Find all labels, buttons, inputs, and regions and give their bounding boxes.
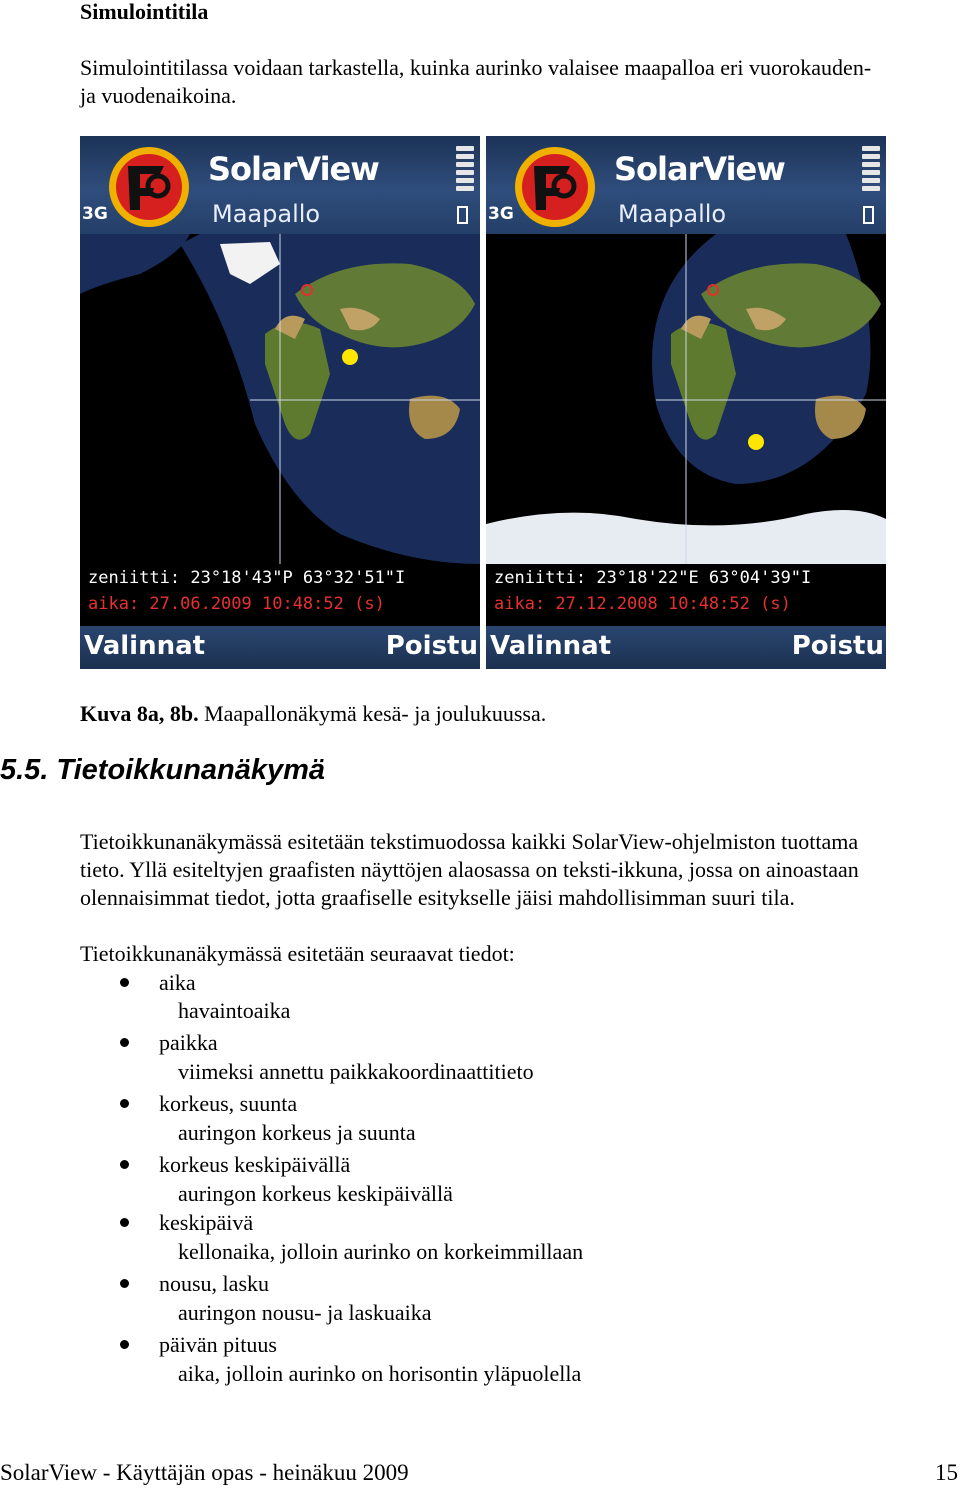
intro-line-2: ja vuodenaikoina. [80,83,237,108]
item-term: korkeus keskipäivällä [159,1152,351,1177]
item-term: keskipäivä [159,1210,254,1235]
view-title: Maapallo [212,200,321,228]
caption-label: Kuva 8a, 8b. [80,701,199,726]
battery-icon [457,206,468,224]
item-description: viimeksi annettu paikkakoordinaattitieto [178,1059,534,1084]
app-name: SolarView [208,150,379,188]
time-readout: aika: 27.06.2009 10:48:52 (s) [88,594,385,614]
bullet-icon [120,1160,129,1169]
world-map [486,234,886,564]
network-indicator: 3G [82,204,108,224]
intro-line-1: Simulointitilassa voidaan tarkastella, kuinka aurinko valaisee maapalloa eri vuorokauden- [80,55,872,80]
item-description: havaintoaika [178,998,291,1023]
item-description: auringon korkeus keskipäivällä [178,1181,453,1206]
list-intro: Tietoikkunanäkymässä esitetään seuraavat tiedot: [80,941,515,966]
bullet-icon [120,1038,129,1047]
bullet-icon [120,1099,129,1108]
item-description: kellonaika, jolloin aurinko on korkeimmillaan [178,1239,584,1264]
paragraph-line-1: Tietoikkunanäkymässä esitetään tekstimuodossa kaikki SolarView-ohjelmiston tuottama [80,829,859,854]
screenshot-winter [486,136,886,669]
bullet-icon [120,1279,129,1288]
paragraph-line-2: tieto. Yllä esiteltyjen graafisten näyttöjen alaosassa on teksti-ikkuna, jossa on ainoastaan [80,857,859,882]
time-readout: aika: 27.12.2008 10:48:52 (s) [494,594,791,614]
figure-caption [80,700,546,728]
item-description: auringon nousu- ja laskuaika [178,1300,432,1325]
footer-title: SolarView - Käyttäjän opas - heinäkuu 2009 [0,1460,409,1485]
screenshot-summer [80,136,480,669]
item-term: paikka [159,1030,218,1055]
subsection-heading: Simulointitila [80,0,209,24]
bullet-icon [120,978,129,987]
world-map [80,234,480,564]
section-heading: 5.5. Tietoikkunanäkymä [0,754,326,786]
item-term: nousu, lasku [159,1271,269,1296]
bullet-icon [120,1218,129,1227]
paragraph-line-3: olennaisimmat tiedot, jotta graafiselle esitykselle jäisi mahdollisimman suuri tila. [80,885,795,910]
zenith-readout: zeniitti: 23°18'22"E 63°04'39"I [494,568,812,588]
caption-text: Maapallonäkymä kesä- ja joulukuussa. [198,701,547,726]
item-term: päivän pituus [159,1332,277,1357]
item-term: aika [159,970,196,995]
solarview-logo-icon [106,144,192,230]
exit-softkey[interactable]: Poistu [385,631,478,661]
signal-strength-icon [456,146,474,194]
zenith-readout: zeniitti: 23°18'43"P 63°32'51"I [88,568,406,588]
item-description: auringon korkeus ja suunta [178,1120,416,1145]
battery-icon [863,206,874,224]
sun-marker-icon [748,434,764,450]
exit-softkey[interactable]: Poistu [791,631,884,661]
sun-marker-icon [342,349,358,365]
item-description: aika, jolloin aurinko on horisontin yläpuolella [178,1361,582,1386]
view-title: Maapallo [618,200,727,228]
solarview-logo-icon [512,144,598,230]
item-term: korkeus, suunta [159,1091,298,1116]
options-softkey[interactable]: Valinnat [490,631,612,661]
app-name: SolarView [614,150,785,188]
bullet-icon [120,1340,129,1349]
options-softkey[interactable]: Valinnat [84,631,206,661]
signal-strength-icon [862,146,880,194]
network-indicator: 3G [488,204,514,224]
page-number: 15 [935,1460,958,1485]
